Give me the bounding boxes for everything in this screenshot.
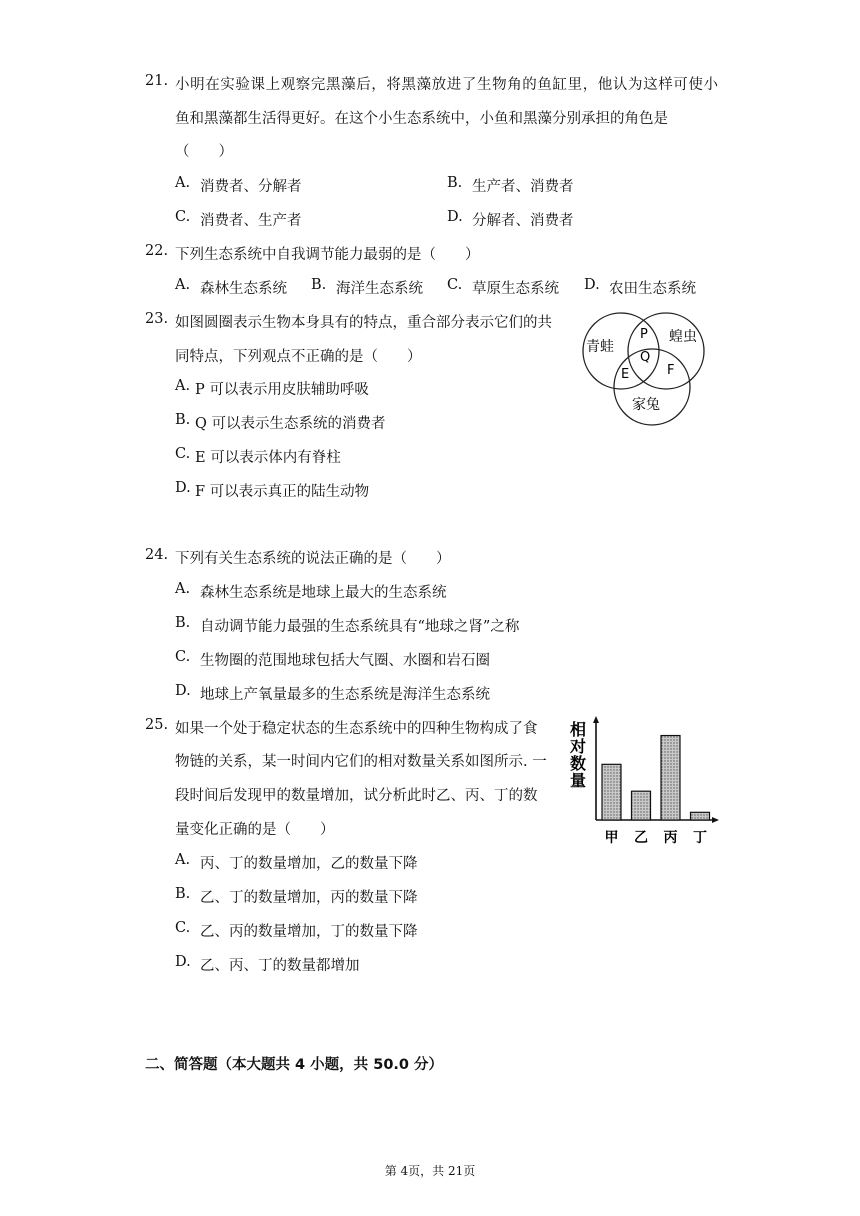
option-letter: D. [175,954,191,970]
option-letter: C. [175,920,191,936]
question-stem-line: 小明在实验课上观察完黑藻后，将黑藻放进了生物角的鱼缸里，他认为这样可使小 [175,77,719,93]
option-letter: B. [175,412,191,428]
option-text: 生物圈的范围地球包括大气圈、水圈和岩石圈 [200,653,490,669]
option-letter: B. [447,175,463,191]
y-axis-label [569,720,586,790]
option-text: 消费者、分解者 [200,179,302,195]
option-text: 乙、丙、丁的数量都增加 [200,958,360,974]
bar-乙 [632,791,651,820]
option-letter: D. [175,683,191,699]
page-footer: 第 4页，共 21页 [384,1164,476,1178]
option-text: 分解者、消费者 [472,213,574,229]
venn-label-rabbit: 家兔 [632,397,660,413]
option-letter: B. [175,886,191,902]
option-text: 森林生态系统 [200,281,287,297]
option-text: 森林生态系统是地球上最大的生态系统 [200,585,447,601]
option-letter: C. [175,209,191,225]
question-number: 23. [145,311,169,327]
question-stem-line: 量变化正确的是（ ） [175,822,335,838]
question-stem-line: 鱼和黑藻都生活得更好。在这个小生态系统中，小鱼和黑藻分别承担的角色是 [175,111,668,127]
option-letter: D. [175,480,191,496]
question-number: 22. [145,243,169,259]
option-letter: C. [447,277,463,293]
option-letter: C. [175,446,191,462]
option-text: 生产者、消费者 [472,179,574,195]
answer-blank: （ ） [175,144,233,160]
option-letter: D. [447,209,463,225]
question-stem-line: 物链的关系，某一时间内它们的相对数量关系如图所示. 一 [175,754,547,770]
option-text: 农田生态系统 [609,281,696,297]
option-letter: B. [311,277,327,293]
y-axis-label-char: 量 [569,771,587,790]
option-text: 乙、丙的数量增加，丁的数量下降 [200,924,418,940]
venn-label-p: P [640,327,648,342]
option-letter: A. [175,852,191,868]
bar-甲 [602,764,621,820]
x-axis-arrow [712,817,719,823]
question-number: 24. [145,547,169,563]
x-tick-label: 乙 [634,830,648,846]
option-text: 自动调节能力最强的生态系统具有“地球之肾”之称 [200,619,520,635]
option-text: 乙、丁的数量增加，丙的数量下降 [200,890,418,906]
y-axis-label-char: 相 [569,720,587,739]
x-tick-label: 丁 [693,830,707,846]
option-text: 草原生态系统 [472,281,559,297]
y-axis-arrow [593,716,599,723]
venn-label-f: F [667,363,675,378]
option-text: Q 可以表示生态系统的消费者 [195,416,386,432]
option-text: F 可以表示真正的陆生动物 [195,484,370,500]
question-stem-line: 段时间后发现甲的数量增加，试分析此时乙、丙、丁的数 [175,788,538,804]
option-letter: A. [175,277,191,293]
option-letter: B. [175,615,191,631]
option-text: P 可以表示用皮肤辅助呼吸 [195,382,369,398]
venn-diagram [578,306,718,430]
option-letter: A. [175,378,191,394]
option-letter: A. [175,175,191,191]
question-stem-line: 下列生态系统中自我调节能力最弱的是（ ） [175,247,480,263]
venn-label-locust: 蝗虫 [669,329,697,345]
question-stem-line: 下列有关生态系统的说法正确的是（ ） [175,551,451,567]
option-text: 消费者、生产者 [200,213,302,229]
section-heading: 二、简答题（本大题共 4 小题，共 50.0 分） [145,1057,444,1073]
question-stem-line: 如图圆圈表示生物本身具有的特点，重合部分表示它们的共 [175,315,552,331]
y-axis-label-char: 对 [569,737,587,756]
bar-chart [565,712,725,852]
venn-label-q: Q [640,350,651,365]
question-stem-line: 如果一个处于稳定状态的生态系统中的四种生物构成了食 [175,721,538,737]
option-letter: D. [584,277,600,293]
venn-label-e: E [621,367,630,382]
x-tick-label: 丙 [663,830,678,846]
option-text: 丙、丁的数量增加，乙的数量下降 [200,856,418,872]
question-stem-line: 同特点，下列观点不正确的是（ ） [175,349,422,365]
x-tick-label: 甲 [604,830,619,846]
option-letter: C. [175,649,191,665]
bar-丁 [691,812,710,820]
y-axis-label-char: 数 [569,754,587,773]
option-text: E 可以表示体内有脊柱 [195,450,341,466]
option-text: 地球上产氧量最多的生态系统是海洋生态系统 [200,687,490,703]
option-letter: A. [175,581,191,597]
option-text: 海洋生态系统 [336,281,423,297]
question-number: 21. [145,73,169,89]
bar-丙 [661,736,680,820]
venn-label-frog: 青蛙 [586,339,614,355]
question-number: 25. [145,717,169,733]
